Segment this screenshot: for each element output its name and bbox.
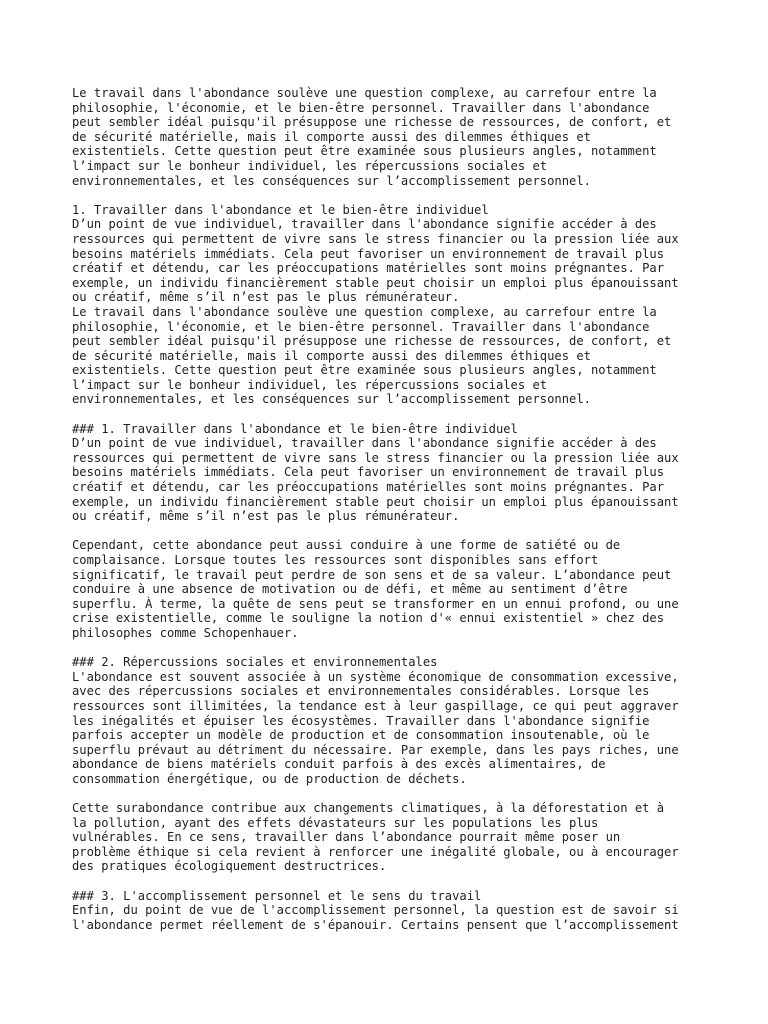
- text-line: Le travail dans l'abondance soulève une question complexe, au carrefour entre la: [72, 304, 657, 319]
- paragraph: [72, 538, 712, 640]
- text-line: abondance de biens matériels conduit parfois à des excès alimentaires, de: [72, 757, 606, 772]
- text-line: existentiels. Cette question peut être examinée sous plusieurs angles, notamment: [72, 363, 657, 378]
- text-line: Enfin, du point de vue de l'accomplissement personnel, la question est de savoir si: [72, 903, 679, 918]
- text-line: de sécurité matérielle, mais il comporte aussi des dilemmes éthiques et: [72, 348, 591, 363]
- text-line: créatif et détendu, car les préoccupations matérielles sont moins prégnantes. Par: [72, 261, 665, 276]
- text-line: parfois accepter un modèle de production et de consommation insoutenable, où le: [72, 728, 650, 743]
- paragraph: [72, 86, 712, 188]
- text-line: existentiels. Cette question peut être examinée sous plusieurs angles, notamment: [72, 144, 657, 159]
- text-line: ### 2. Répercussions sociales et environnementales: [72, 655, 438, 670]
- text-line: l’impact sur le bonheur individuel, les répercussions sociales et: [72, 377, 548, 392]
- text-line: ressources sont illimitées, la tendance est à leur gaspillage, ce qui peut aggraver: [72, 698, 679, 713]
- paragraph: [72, 655, 712, 786]
- text-line: avec des répercussions sociales et environnementales considérables. Lorsque les: [72, 684, 650, 699]
- text-line: ### 1. Travailler dans l'abondance et le bien-être individuel: [72, 421, 518, 436]
- text-line: peut sembler idéal puisqu'il présuppose une richesse de ressources, de confort, et: [72, 115, 672, 130]
- paragraph: [72, 422, 712, 524]
- text-line: Cette surabondance contribue aux changements climatiques, à la déforestation et à: [72, 801, 665, 816]
- paragraph: [72, 801, 712, 874]
- text-line: des pratiques écologiquement destructrices.: [72, 859, 387, 874]
- text-line: ### 3. L'accomplissement personnel et le sens du travail: [72, 888, 482, 903]
- text-line: la pollution, ayant des effets dévastateurs sur les populations les plus: [72, 815, 599, 830]
- text-line: crise existentielle, comme le souligne la notion d'« ennui existentiel » chez des: [72, 611, 665, 626]
- text-line: besoins matériels immédiats. Cela peut favoriser un environnement de travail plus: [72, 465, 665, 480]
- text-line: philosophie, l'économie, et le bien-être personnel. Travailler dans l'abondance: [72, 100, 650, 115]
- text-line: superflu prévaut au détriment du nécessaire. Par exemple, dans les pays riches, une: [72, 742, 679, 757]
- text-line: l’impact sur le bonheur individuel, les répercussions sociales et: [72, 158, 548, 173]
- text-line: vulnérables. En ce sens, travailler dans l’abondance pourrait même poser un: [72, 830, 621, 845]
- text-line: consommation énergétique, ou de production de déchets.: [72, 771, 467, 786]
- text-line: problème éthique si cela revient à renforcer une inégalité globale, ou à encourager: [72, 844, 679, 859]
- text-line: ressources qui permettent de vivre sans le stress financier ou la pression liée aux: [72, 231, 679, 246]
- text-line: philosophie, l'économie, et le bien-être personnel. Travailler dans l'abondance: [72, 319, 650, 334]
- text-line: peut sembler idéal puisqu'il présuppose une richesse de ressources, de confort, et: [72, 334, 672, 349]
- text-line: 1. Travailler dans l'abondance et le bien-être individuel: [72, 202, 489, 217]
- text-line: significatif, le travail peut perdre de son sens et de sa valeur. L’abondance peut: [72, 567, 672, 582]
- text-line: créatif et détendu, car les préoccupations matérielles sont moins prégnantes. Par: [72, 480, 665, 495]
- text-line: environnementales, et les conséquences sur l’accomplissement personnel.: [72, 173, 591, 188]
- text-line: superflu. À terme, la quête de sens peut se transformer en un ennui profond, ou une: [72, 596, 679, 611]
- document-page: [72, 86, 712, 947]
- text-line: ressources qui permettent de vivre sans le stress financier ou la pression liée aux: [72, 450, 679, 465]
- text-line: exemple, un individu financièrement stable peut choisir un emploi plus épanouissant: [72, 494, 679, 509]
- text-line: Cependant, cette abondance peut aussi conduire à une forme de satiété ou de: [72, 538, 621, 553]
- text-line: Le travail dans l'abondance soulève une question complexe, au carrefour entre la: [72, 86, 657, 100]
- text-line: l'abondance permet réellement de s'épanouir. Certains pensent que l’accomplissement: [72, 917, 679, 932]
- paragraph: [72, 203, 712, 407]
- paragraph: [72, 889, 712, 933]
- text-line: les inégalités et épuiser les écosystèmes. Travailler dans l'abondance signifie: [72, 713, 650, 728]
- text-line: environnementales, et les conséquences sur l’accomplissement personnel.: [72, 392, 591, 407]
- text-line: conduire à une absence de motivation ou de défi, et même au sentiment d’être: [72, 582, 628, 597]
- text-line: ou créatif, même s’il n’est pas le plus rémunérateur.: [72, 509, 460, 524]
- text-line: philosophes comme Schopenhauer.: [72, 625, 299, 640]
- text-line: de sécurité matérielle, mais il comporte aussi des dilemmes éthiques et: [72, 129, 591, 144]
- text-line: L'abondance est souvent associée à un système économique de consommation excessive,: [72, 669, 679, 684]
- text-line: complaisance. Lorsque toutes les ressources sont disponibles sans effort: [72, 553, 599, 567]
- text-line: exemple, un individu financièrement stable peut choisir un emploi plus épanouissant: [72, 275, 679, 290]
- text-line: besoins matériels immédiats. Cela peut favoriser un environnement de travail plus: [72, 246, 665, 261]
- text-line: D’un point de vue individuel, travailler dans l'abondance signifie accéder à des: [72, 217, 657, 232]
- text-line: D’un point de vue individuel, travailler dans l'abondance signifie accéder à des: [72, 436, 657, 451]
- text-line: ou créatif, même s’il n’est pas le plus rémunérateur.: [72, 290, 460, 305]
